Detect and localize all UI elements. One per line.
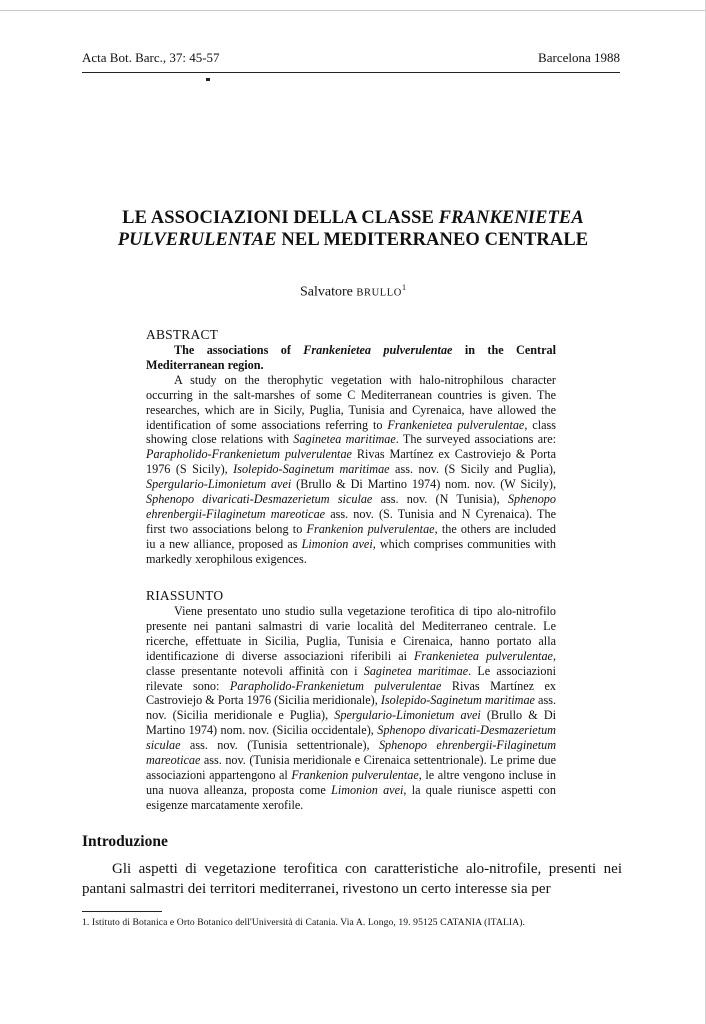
abstract-taxon: Sphenopo divaricati-Desmazerietum siculae [146, 492, 373, 507]
riassunto-label: RIASSUNTO [146, 588, 224, 603]
introduction-heading: Introduzione [82, 833, 168, 850]
riassunto-taxon: Frankenion pulverulentae [291, 767, 419, 782]
author-first-name: Salvatore [300, 284, 357, 300]
footnote-rule [82, 911, 162, 912]
abstract-seg: Rivas Martínez ex Castroviejo & Porta 1976 (S Sicily), [146, 447, 556, 477]
abstract-seg: ass. nov. (S Sicily and Puglia), [389, 462, 556, 477]
abstract-taxon: Saginetea maritimae [293, 432, 396, 447]
riassunto-text [146, 604, 556, 813]
introduction-text [82, 859, 622, 899]
abstract-lead-1: The associations of [174, 343, 304, 357]
riassunto-taxon: Parapholido-Frankenietum pulverulentae [229, 678, 442, 693]
paper-title [90, 207, 616, 251]
riassunto-seg: , la quale riunisce aspetti con esigenze marcatamente xerofile. [146, 782, 556, 812]
riassunto-seg: ass. nov. (Tunisia settentrionale), [180, 738, 379, 753]
abstract-taxon: Frankenietea pulverulentae [387, 417, 525, 432]
abstract-taxon: Parapholido-Frankenietum pulverulentae [146, 447, 352, 462]
riassunto-seg: Viene presentato uno studio sulla vegetazione terofitica di tipo alo-nitrofilo presente nei pantani salmastri di varie località del Mediterraneo centrale. Le ricerche, effettuate in Sicilia, Puglia, Tunisia e Cirenaica, hanno portato alla identificazione di diverse associazioni riferibili ai [146, 604, 556, 663]
abstract-seg: ass. nov. (S. Tunisia and N Cyrenaica). The first two associations belong to [146, 506, 556, 536]
abstract-body [146, 373, 556, 567]
abstract-seg: , the others are included iu a new alliance, proposed as [146, 521, 556, 551]
scan-edge-top [0, 10, 706, 11]
riassunto-seg: ass. nov. (Tunisia meridionale e Cirenaica settentrionale). Le prime due associazioni appartengono al [146, 753, 556, 782]
riassunto-seg: . Le associazioni rilevate sono: [146, 663, 556, 693]
footnote: 1. Istituto di Botanica e Orto Botanico dell'Università di Catania. Via A. Longo, 19. 95125 CATANIA (ITALIA). [82, 917, 526, 928]
abstract-seg: , class showing close relations with [146, 417, 556, 447]
abstract-taxon: Frankenion pulverulentae [306, 521, 435, 536]
riassunto-seg: (Brullo & Di Martino 1974) nom. nov. (Sicilia occidentale), [146, 708, 557, 738]
riassunto-taxon: Sphenopo divaricati-Desmazerietum siculae [146, 723, 556, 753]
abstract-text [146, 343, 556, 567]
abstract-lead-italic: Frankenietea pulverulentae [303, 343, 453, 357]
riassunto-seg: , le altre vengono incluse in una nuova alleanza, proposta come [146, 767, 556, 797]
abstract-label: ABSTRACT [146, 327, 219, 342]
riassunto-taxon: Sphenopo ehrenbergii-Filaginetum mareoticae [146, 738, 557, 768]
riassunto-body [146, 604, 556, 813]
abstract-taxon: Sphenopo ehrenbergii-Filaginetum mareoticae [146, 492, 556, 521]
abstract-seg: A study on the therophytic vegetation with halo-nitrophilous character occurring in the salt-marshes of some C Mediterranean countries is given. The researches, which are in Sicily, Puglia, Tunisia and Cyrenaica, have allowed the identification of some associations referring to [146, 372, 556, 432]
abstract-seg: . The surveyed associations are: [395, 432, 556, 447]
journal-citation: Acta Bot. Barc., 37: 45-57 [82, 50, 220, 65]
abstract-seg: , which comprises communities with markedly xerophilous exigences. [146, 536, 556, 566]
title-line2-italic: PULVERULENTAE [117, 230, 277, 250]
scan-speck [206, 78, 210, 81]
riassunto-taxon: Spergulario-Limonietum avei [334, 708, 481, 723]
abstract-english-title [146, 343, 556, 373]
title-line2-text: NEL MEDITERRANEO CENTRALE [276, 230, 589, 250]
title-line1-text: LE ASSOCIAZIONI DELLA CLASSE [122, 208, 439, 228]
riassunto-seg: , classe presentante notevoli affinità con i [146, 648, 556, 678]
riassunto-taxon: Frankenietea pulverulentae [413, 648, 553, 663]
abstract-taxon: Isolepido-Saginetum maritimae [233, 462, 390, 477]
abstract-seg: ass. nov. (N Tunisia), [372, 492, 508, 507]
abstract-taxon: Limonion avei [301, 536, 373, 551]
author-last-name: BRULLO [356, 287, 402, 299]
introduction-paragraph: Gli aspetti di vegetazione terofitica con caratteristiche alo-nitrofile, presenti nei pantani salmastri dei territori mediterranei, rivestono un certo interesse sia per [82, 861, 622, 897]
riassunto-seg: Rivas Martínez ex Castroviejo & Porta 1976 (Sicilia meridionale), [146, 678, 557, 708]
author-footnote-mark: 1 [401, 283, 406, 292]
riassunto-taxon: Saginetea maritimae [363, 663, 469, 678]
abstract-lead-2: in the Central Mediterranean region. [146, 343, 556, 372]
riassunto-taxon: Limonion avei [331, 782, 404, 797]
author-line [90, 283, 616, 301]
abstract-seg: (Brullo & Di Martino 1974) nom. nov. (W Sicily), [291, 477, 556, 492]
abstract-taxon: Spergulario-Limonietum avei [146, 477, 292, 492]
place-year: Barcelona 1988 [538, 50, 620, 65]
riassunto-seg: ass. nov. (Sicilia meridionale e Puglia), [146, 693, 556, 723]
header-rule [82, 72, 620, 73]
title-line1-italic: FRANKENIETEA [438, 208, 584, 228]
riassunto-taxon: Isolepido-Saginetum maritimae [380, 693, 535, 708]
